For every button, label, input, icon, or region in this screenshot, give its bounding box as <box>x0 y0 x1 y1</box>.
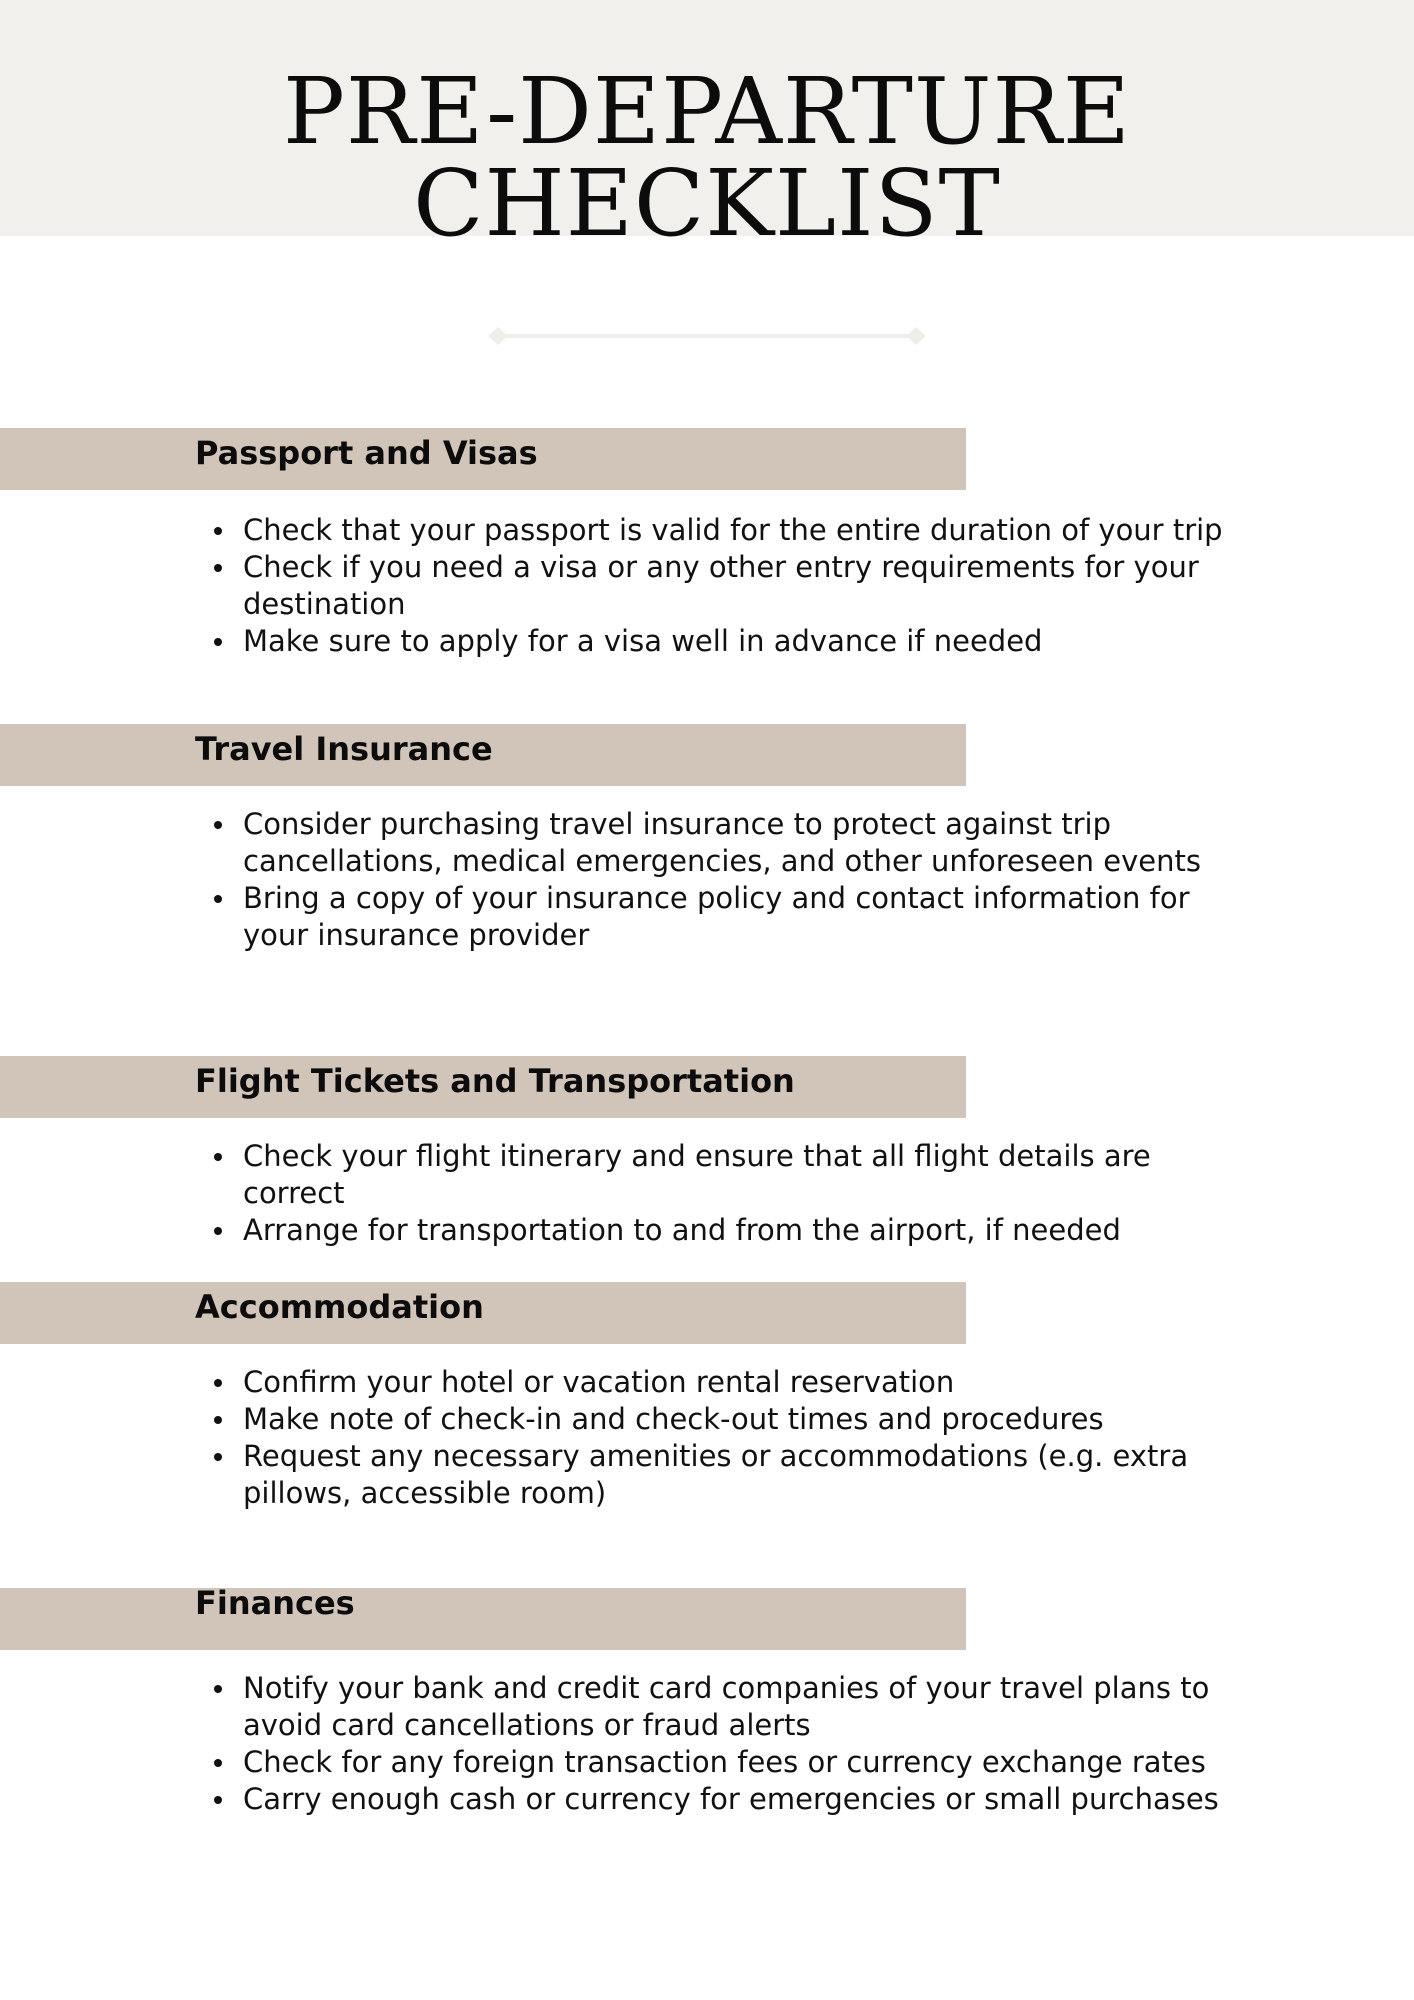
list-item: Notify your bank and credit card companies of your travel plans to avoid card cancellations or fraud alerts <box>243 1670 1243 1744</box>
section-item-list <box>243 1670 1243 1818</box>
section-item-list <box>243 1138 1243 1249</box>
header-banner <box>0 0 1414 257</box>
list-item: Consider purchasing travel insurance to protect against trip cancellations, medical emergencies, and other unforeseen events <box>243 806 1243 880</box>
section-heading: Flight Tickets and Transportation <box>195 1062 795 1100</box>
divider-line <box>506 334 908 338</box>
list-item: Make sure to apply for a visa well in advance if needed <box>243 623 1243 660</box>
list-item: Request any necessary amenities or accommodations (e.g. extra pillows, accessible room) <box>243 1438 1243 1512</box>
list-item: Confirm your hotel or vacation rental reservation <box>243 1364 1243 1401</box>
list-item: Check for any foreign transaction fees or currency exchange rates <box>243 1744 1243 1781</box>
page-title: PRE-DEPARTURE CHECKLIST <box>283 58 1131 257</box>
divider-diamond-left <box>488 327 508 345</box>
section-heading: Travel Insurance <box>195 730 493 768</box>
ornament-divider <box>486 326 928 346</box>
section-item-list <box>243 512 1243 660</box>
list-item: Bring a copy of your insurance policy and contact information for your insurance provider <box>243 880 1243 954</box>
list-item: Carry enough cash or currency for emergencies or small purchases <box>243 1781 1243 1818</box>
section-band <box>0 1588 966 1650</box>
list-item: Check that your passport is valid for the entire duration of your trip <box>243 512 1243 549</box>
list-item: Check if you need a visa or any other entry requirements for your destination <box>243 549 1243 623</box>
section-heading: Accommodation <box>195 1288 484 1326</box>
list-item: Check your flight itinerary and ensure that all flight details are correct <box>243 1138 1243 1212</box>
list-item: Arrange for transportation to and from the airport, if needed <box>243 1212 1243 1249</box>
section-heading: Finances <box>195 1584 355 1622</box>
section-item-list <box>243 1364 1243 1512</box>
divider-diamond-right <box>906 327 926 345</box>
section-item-list <box>243 806 1243 954</box>
list-item: Make note of check-in and check-out times and procedures <box>243 1401 1243 1438</box>
section-heading: Passport and Visas <box>195 434 538 472</box>
